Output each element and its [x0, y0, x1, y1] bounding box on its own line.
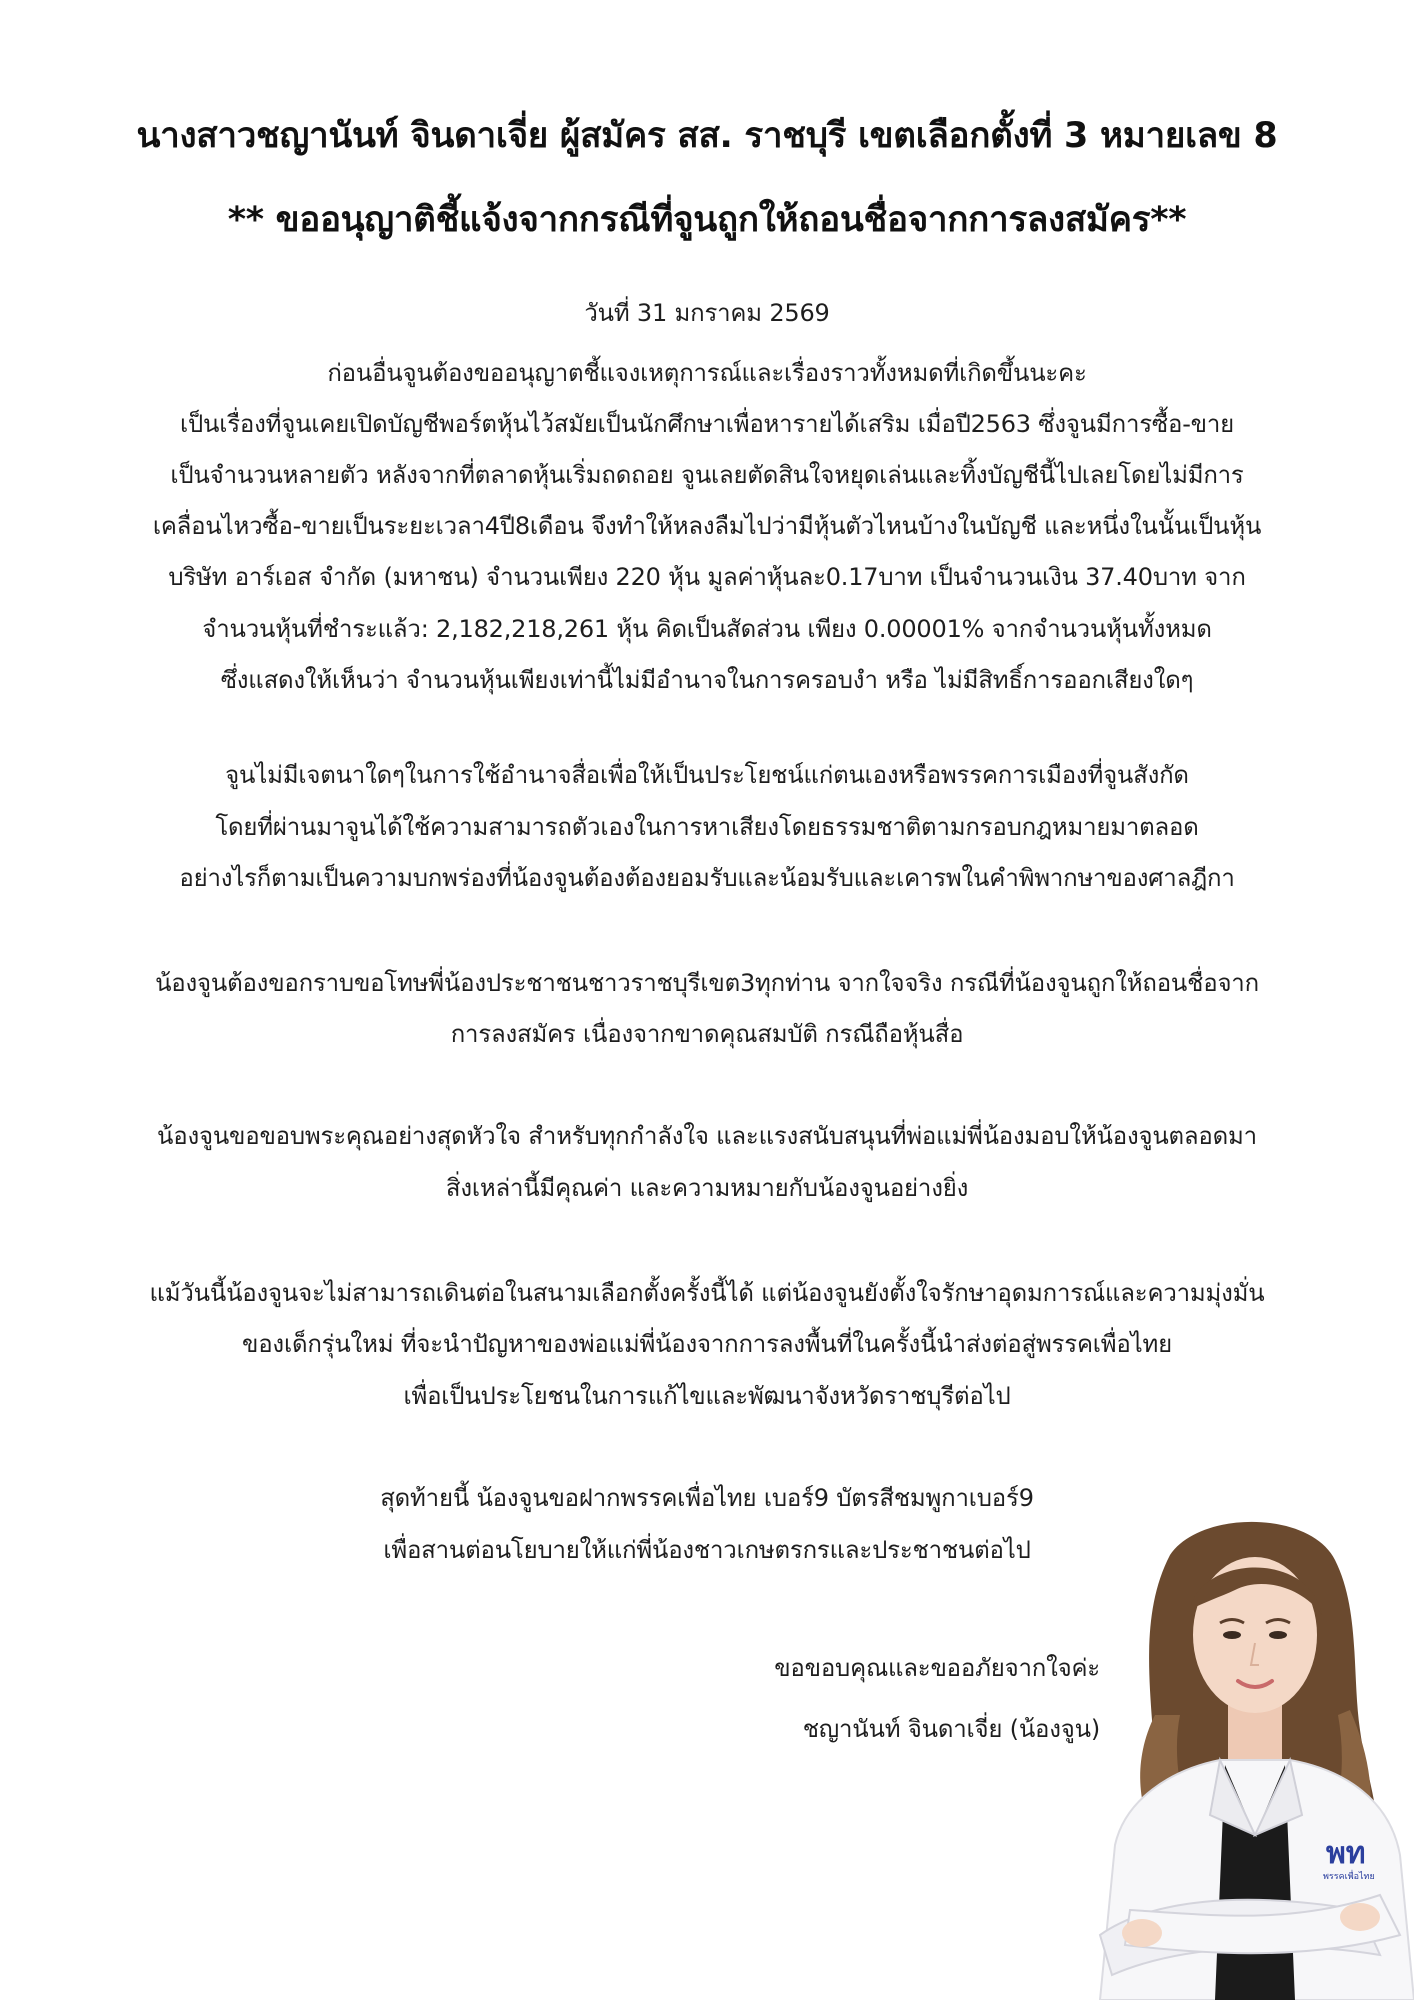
paragraph-2-line-1: จูนไม่มีเจตนาใดๆในการใช้อำนาจสื่อเพื่อให้เป็นประโยชน์แก่ตนเองหรือพรรคการเมืองที่จูนสังกัด [225, 761, 1189, 789]
paragraph-1-line-2: เป็นเรื่องที่จูนเคยเปิดบัญชีพอร์ตหุ้นไว้สมัยเป็นนักศึกษาเพื่อหารายได้เสริม เมื่อปี2563 ซึ่งจูนมีการซื้อ-ขาย [179, 410, 1235, 438]
paragraph-1-line-6: จำนวนหุ้นที่ชำระแล้ว: 2,182,218,261 หุ้น คิดเป็นสัดส่วน เพียง 0.00001% จากจำนวนหุ้นทั้งหมด [202, 615, 1212, 643]
closing-signature: ชญานันท์ จินดาเจี่ย (น้องจูน) [802, 1715, 1100, 1743]
paragraph-5-line-2: ของเด็กรุ่นใหม่ ที่จะนำปัญหาของพ่อแม่พี่น้องจากการลงพื้นที่ในครั้งนี้นำส่งต่อสู่พรรคเพื่อไทย [242, 1330, 1172, 1358]
paragraph-5-line-3: เพื่อเป็นประโยชนในการแก้ไขและพัฒนาจังหวัดราชบุรีต่อไป [403, 1382, 1011, 1410]
paragraph-6-line-1: สุดท้ายนี้ น้องจูนขอฝากพรรคเพื่อไทย เบอร์9 บัตรสีชมพูกาเบอร์9 [380, 1484, 1034, 1512]
paragraph-6-line-2: เพื่อสานต่อนโยบายให้แก่พี่น้องชาวเกษตรกรและประชาชนต่อไป [383, 1536, 1031, 1564]
paragraph-1-line-7: ซึ่งแสดงให้เห็นว่า จำนวนหุ้นเพียงเท่านี้ไม่มีอำนาจในการครอบงำ หรือ ไม่มีสิทธิ์การออกเสียงใดๆ [220, 666, 1194, 694]
party-badge-text: พท [1326, 1836, 1366, 1871]
paragraph-4-line-1: น้องจูนขอขอบพระคุณอย่างสุดหัวใจ สำหรับทุกกำลังใจ และแรงสนับสนุนที่พ่อแม่พี่น้องมอบให้น้องจูนตลอดมา [157, 1122, 1257, 1150]
paragraph-1-line-1: ก่อนอื่นจูนต้องขออนุญาตชี้แจงเหตุการณ์และเรื่องราวทั้งหมดที่เกิดขึ้นนะคะ [327, 359, 1087, 387]
paragraph-1-line-3: เป็นจำนวนหลายตัว หลังจากที่ตลาดหุ้นเริ่มถดถอย จูนเลยตัดสินใจหยุดเล่นและทิ้งบัญชีนี้ไปเลยโดยไม่มีการ [170, 461, 1244, 489]
statement-date: วันที่ 31 มกราคม 2569 [584, 299, 830, 327]
paragraph-3-line-1: น้องจูนต้องขอกราบขอโทษพี่น้องประชาชนชาวราชบุรีเขต3ทุกท่าน จากใจจริง กรณีที่น้องจูนถูกให้ถอนชื่อจาก [155, 969, 1259, 997]
paragraph-2-line-2: โดยที่ผ่านมาจูนได้ใช้ความสามารถตัวเองในการหาเสียงโดยธรรมชาติตามกรอบกฎหมายมาตลอด [215, 813, 1199, 841]
candidate-portrait [1060, 1515, 1414, 2000]
paragraph-3-line-2: การลงสมัคร เนื่องจากขาดคุณสมบัติ กรณีถือหุ้นสื่อ [450, 1020, 964, 1048]
page-title: นางสาวชญานันท์ จินดาเจี่ย ผู้สมัคร สส. ราชบุรี เขตเลือกตั้งที่ 3 หมายเลข 8 [136, 116, 1278, 156]
page-subtitle: ** ขออนุญาติชี้แจ้งจากกรณีที่จูนถูกให้ถอนชื่อจากการลงสมัคร** [227, 200, 1187, 240]
closing-thanks: ขอขอบคุณและขออภัยจากใจค่ะ [774, 1654, 1100, 1682]
party-badge-subtext: พรรคเพื่อไทย [1323, 1872, 1375, 1882]
paragraph-1-line-4: เคลื่อนไหวซื้อ-ขายเป็นระยะเวลา4ปี8เดือน จึงทำให้หลงลืมไปว่ามีหุ้นตัวไหนบ้างในบัญชี และหนึ่งในนั้นเป็นหุ้น [152, 512, 1262, 540]
paragraph-4-line-2: สิ่งเหล่านี้มีคุณค่า และความหมายกับน้องจูนอย่างยิ่ง [445, 1174, 969, 1202]
paragraph-2-line-3: อย่างไรก็ตามเป็นความบกพร่องที่น้องจูนต้องต้องยอมรับและน้อมรับและเคารพในคำพิพากษาของศาลฎีกา [179, 864, 1235, 892]
paragraph-5-line-1: แม้วันนี้น้องจูนจะไม่สามารถเดินต่อในสนามเลือกตั้งครั้งนี้ได้ แต่น้องจูนยังตั้งใจรักษาอุดมการณ์และความมุ่งมั่น [149, 1279, 1265, 1307]
paragraph-1-line-5: บริษัท อาร์เอส จำกัด (มหาชน) จำนวนเพียง 220 หุ้น มูลค่าหุ้นละ0.17บาท เป็นจำนวนเงิน 37.40บาท จาก [168, 563, 1246, 591]
